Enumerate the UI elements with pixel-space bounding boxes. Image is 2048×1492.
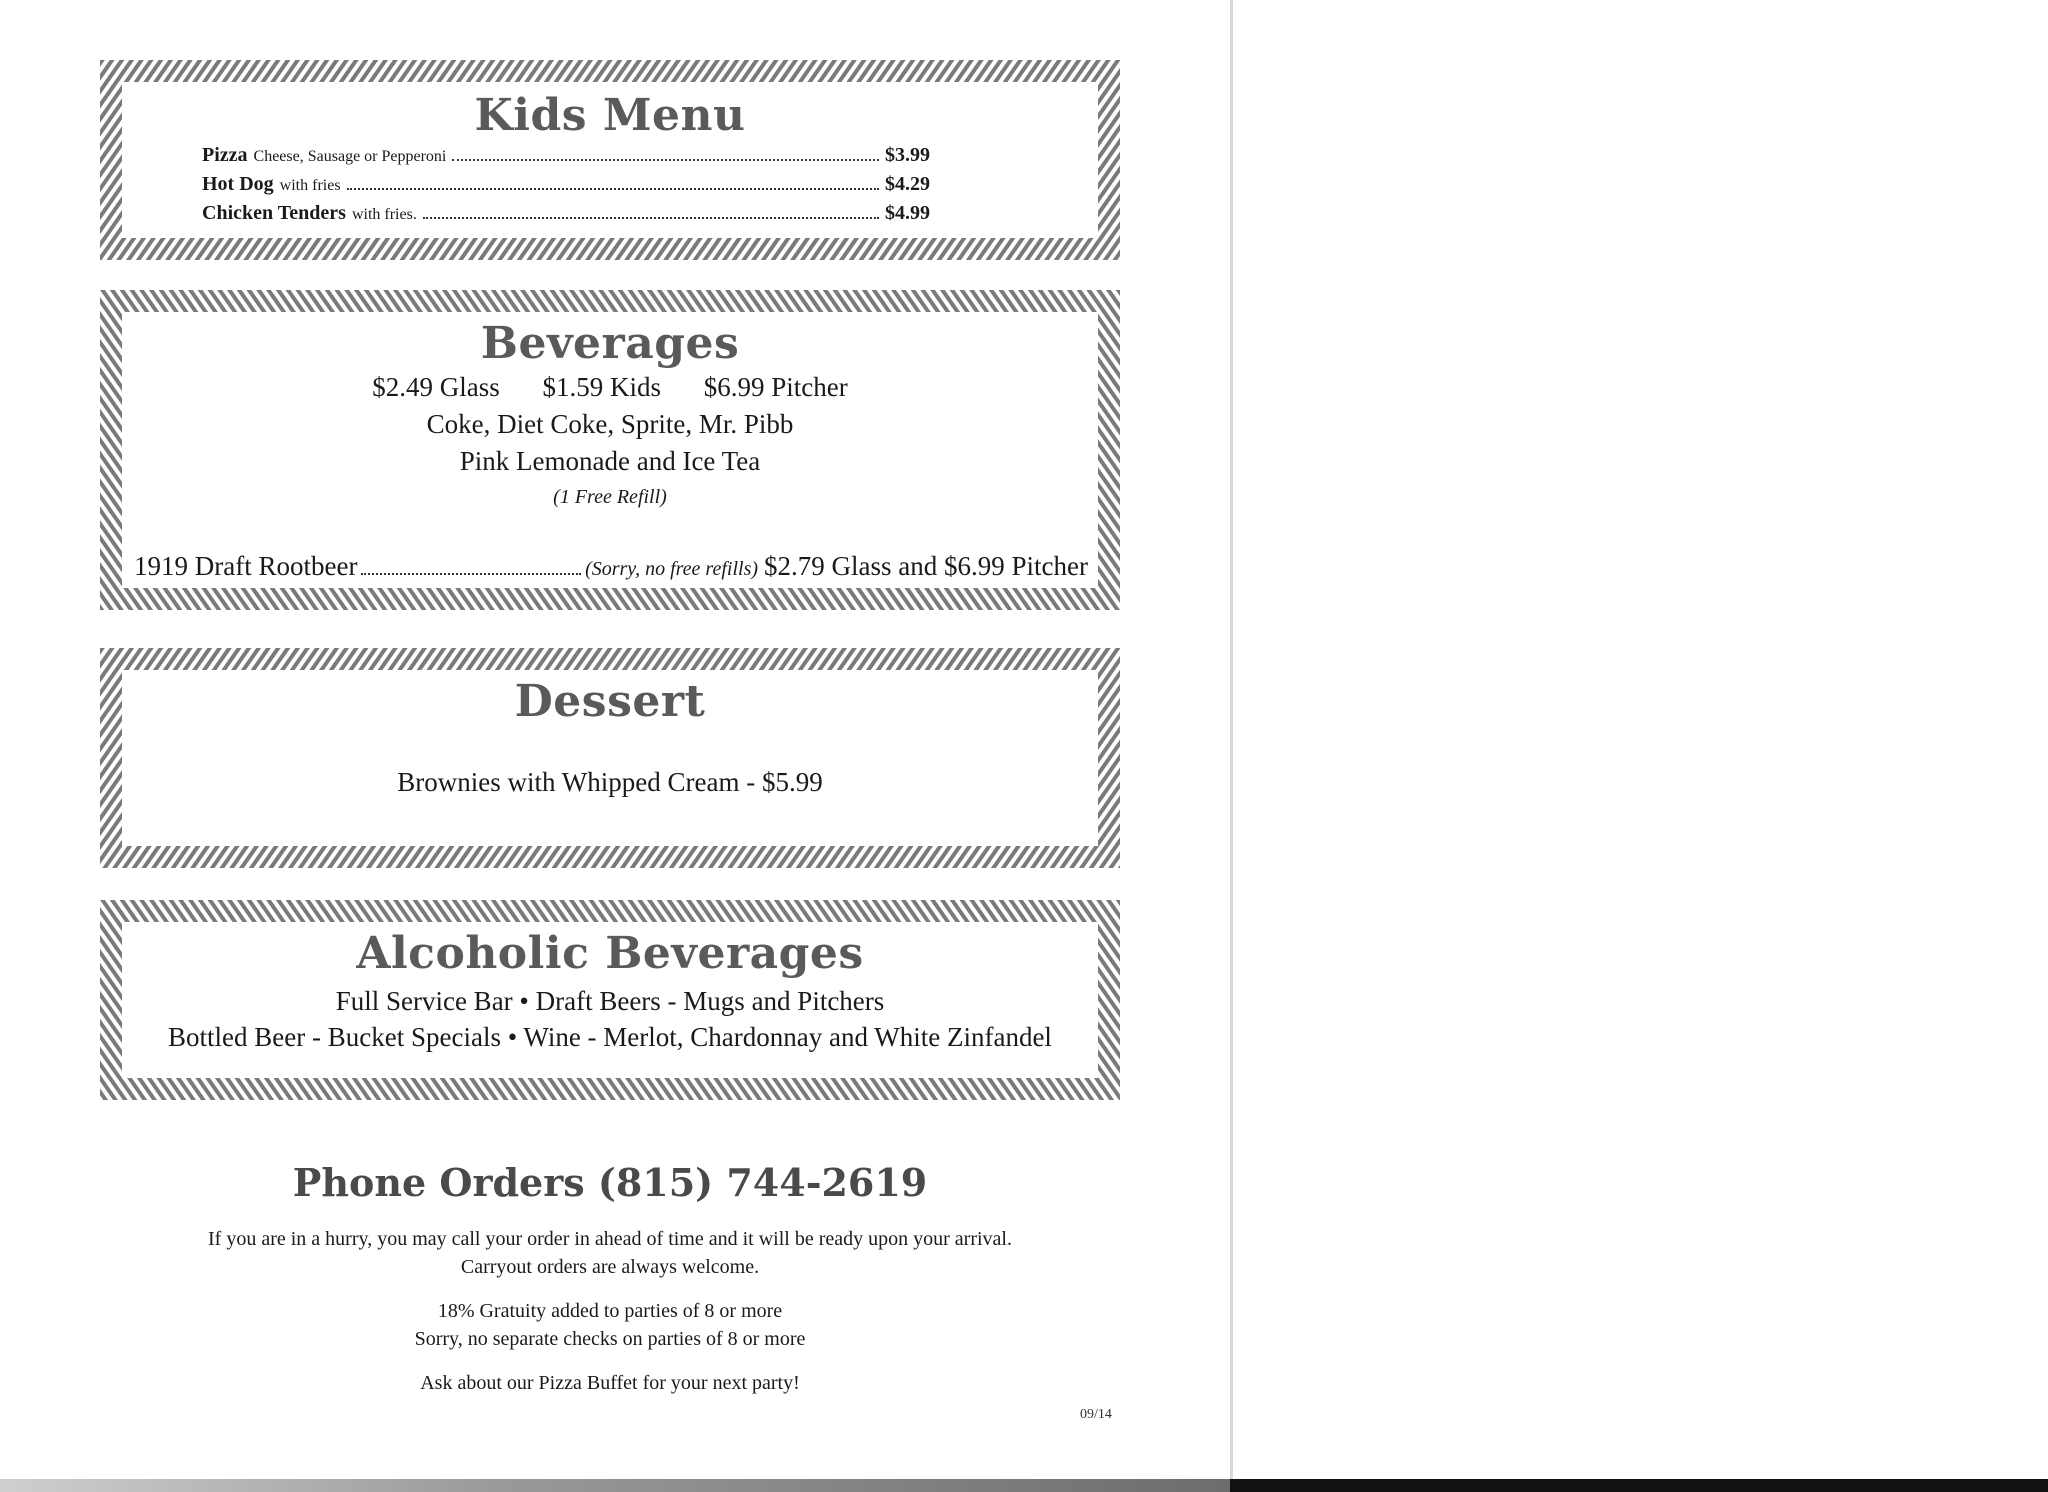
buffet-text: Ask about our Pizza Buffet for your next party! [420,1372,800,1394]
list-item [202,202,930,231]
gratuity-text: 18% Gratuity added to parties of 8 or more [437,1300,783,1322]
dot-leader [423,217,879,219]
kids-item-desc: Cheese, Sausage or Pepperoni [253,148,447,165]
checks-text: Sorry, no separate checks on parties of 8 or more [414,1328,806,1350]
rootbeer-price: $2.79 Glass and $6.99 Pitcher [764,551,1088,581]
price-glass: $2.49 Glass [372,372,500,402]
kids-item-list [202,144,930,231]
kids-item-price: $4.29 [885,173,930,195]
list-item [202,144,930,173]
kids-menu-box [100,60,1120,260]
dot-leader [347,188,879,190]
price-kids: $1.59 Kids [542,372,662,402]
soda-list: Coke, Diet Coke, Sprite, Mr. Pibb [426,409,794,439]
beverages-box [100,290,1120,610]
dessert-content [140,676,1080,840]
kids-item-name: Pizza [202,144,248,166]
kids-item-name: Chicken Tenders [202,202,346,224]
beverages-content [134,318,1088,582]
lemonade-tea: Pink Lemonade and Ice Tea [459,446,761,476]
dot-leader [452,159,879,161]
carryout-text: Carryout orders are always welcome. [460,1256,760,1278]
kids-item-desc: with fries. [351,206,417,223]
kids-item-price: $3.99 [885,144,930,166]
footer-info [100,1160,1120,1397]
phone-orders-heading: Phone Orders (815) 744-2619 [292,1160,928,1205]
dessert-title: Dessert [514,676,706,727]
print-date: 09/14 [1080,1407,1112,1422]
beverages-title: Beverages [480,318,740,369]
kids-menu-title: Kids Menu [474,90,746,141]
kids-item-name: Hot Dog [202,173,274,195]
alcohol-line-2: Bottled Beer - Bucket Specials • Wine - Merlot, Chardonnay and White Zinfandel [168,1022,1052,1052]
rootbeer-note: (Sorry, no free refills) [585,558,759,580]
rootbeer-row [134,551,1088,582]
kids-item-price: $4.99 [885,202,930,224]
dot-leader [361,573,581,575]
price-pitcher: $6.99 Pitcher [703,372,848,402]
alcohol-title: Alcoholic Beverages [356,928,864,979]
list-item [202,173,930,202]
rootbeer-name: 1919 Draft Rootbeer [134,551,358,581]
scan-edge-fade [0,1479,1230,1492]
dessert-box [100,648,1120,868]
dessert-item: Brownies with Whipped Cream - $5.99 [397,767,823,797]
alcohol-box [100,900,1120,1100]
beverage-prices [140,369,1080,406]
alcohol-line-1: Full Service Bar • Draft Beers - Mugs and Pitchers [335,986,885,1016]
hurry-text: If you are in a hurry, you may call your order in ahead of time and it will be ready upon your arrival. [208,1228,1012,1250]
kids-item-desc: with fries [279,177,341,194]
alcohol-content [140,928,1080,1072]
refill-note: (1 Free Refill) [553,486,667,508]
